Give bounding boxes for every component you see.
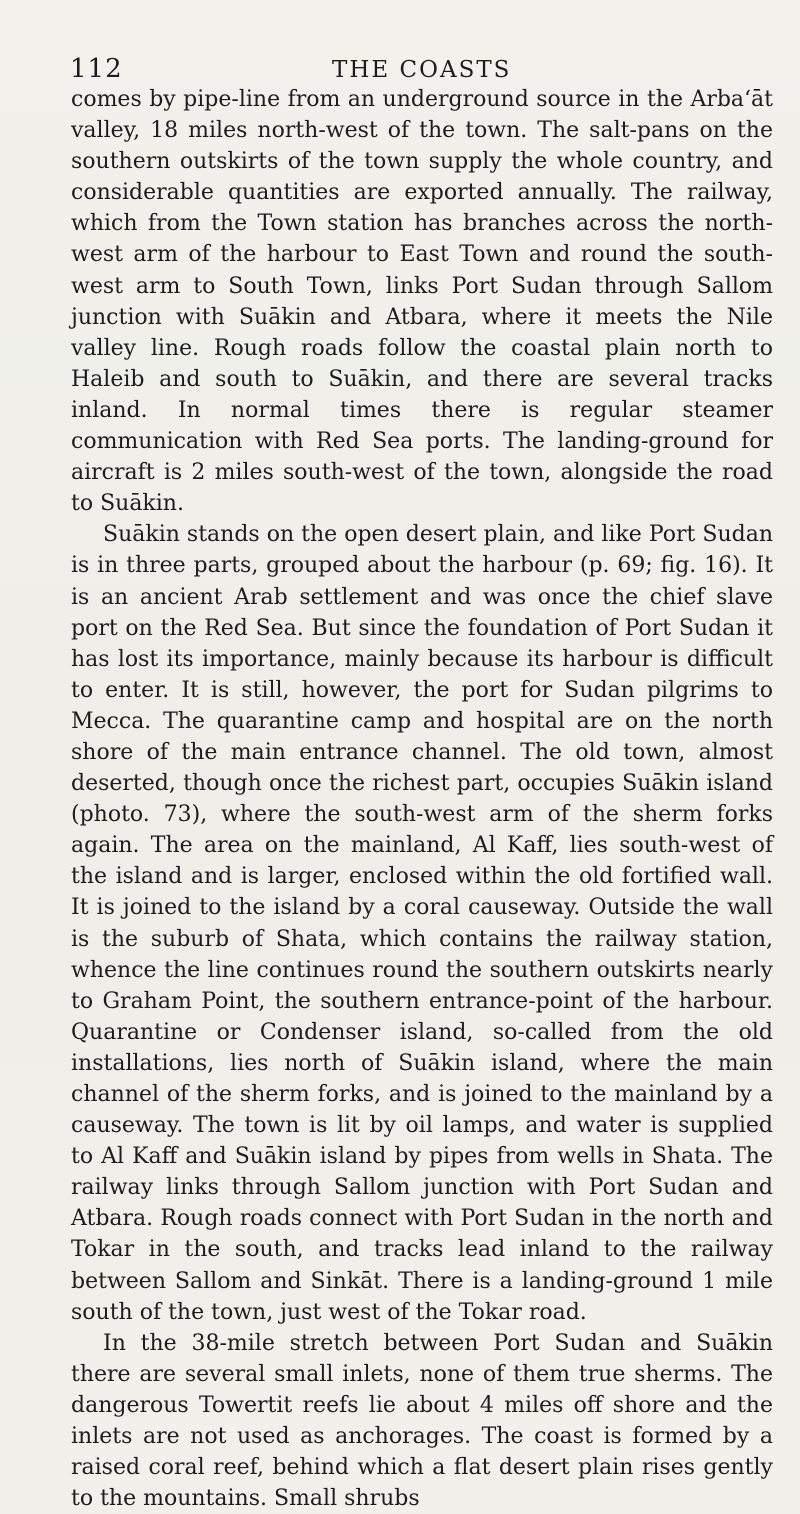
body-text <box>71 84 773 1514</box>
running-head <box>70 52 770 88</box>
paragraph-port-sudan: comes by pipe-line from an underground source in the Arba‘āt valley, 18 miles north-west of the town. The salt-pans on the southern outskirts of the town supply the whole country, and considerable quantities are exported annually. The railway, which from the Town station has branches across the north-west arm of the harbour to East Town and round the south-west arm to South Town, links Port Sudan through Sallom junction with Suākin and Atbara, where it meets the Nile valley line. Rough roads follow the coastal plain north to Haleib and south to Suākin, and there are several tracks inland. In normal times there is regular steamer communication with Red Sea ports. The landing-ground for aircraft is 2 miles south-west of the town, alongside the road to Suākin. <box>71 87 773 517</box>
paragraph-coastal-stretch: In the 38-mile stretch between Port Sudan and Suākin there are several small inlets, none of them true sherms. The dangerous Towertit reefs lie about 4 miles off shore and the inlets are not used as anchorages. The coast is formed by a raised coral reef, behind which a flat desert plain rises gently to the mountains. Small shrubs <box>71 1330 773 1512</box>
page-number: 112 <box>70 54 123 84</box>
paragraph-suakin: Suākin stands on the open desert plain, and like Port Sudan is in three parts, grouped about the harbour (p. 69; fig. 16). It is an ancient Arab settlement and was once the chief slave port on the Red Sea. But since the foundation of Port Sudan it has lost its importance, mainly because its harbour is difficult to enter. It is still, however, the port for Sudan pilgrims to Mecca. The quarantine camp and hospital are on the north shore of the main entrance channel. The old town, almost deserted, though once the richest part, occupies Suākin island (photo. 73), where the south-west arm of the sherm forks again. The area on the mainland, Al Kaff, lies south-west of the island and is larger, enclosed within the old fortified wall. It is joined to the island by a coral causeway. Outside the wall is the suburb of Shata, which contains the railway station, whence the line continues round the southern outskirts nearly to Graham Point, the southern entrance-point of the harbour. Quarantine or Condenser island, so-called from the old installations, lies north of Suākin island, where the main channel of the sherm forks, and is joined to the mainland by a causeway. The town is lit by oil lamps, and water is supplied to Al Kaff and Suākin island by pipes from wells in Shata. The railway links through Sallom junction with Port Sudan and Atbara. Rough roads connect with Port Sudan in the north and Tokar in the south, and tracks lead inland to the railway between Sallom and Sinkāt. There is a landing-ground 1 mile south of the town, just west of the Tokar road. <box>71 522 773 1325</box>
running-title: THE COASTS <box>332 57 512 83</box>
